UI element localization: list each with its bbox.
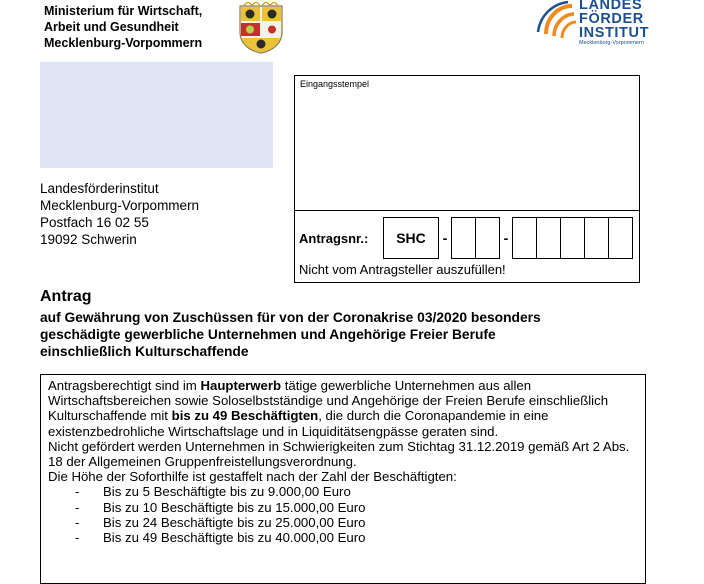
- exclusion-paragraph: Nicht gefördert werden Unternehmen in Schwierigkeiten zum Stichtag 31.12.2019 gemäß Art 2 Abs. 18 der Allgemeinen Gruppenfreistellungsverordnung.: [48, 438, 630, 470]
- application-number-digit[interactable]: [560, 217, 585, 259]
- stamp-divider: [295, 210, 639, 211]
- lfi-logo-icon: [532, 0, 578, 50]
- lfi-logo-subtitle: Mecklenburg-Vorpommern: [579, 40, 644, 46]
- list-item: - Bis zu 24 Beschäftigte bis zu 25.000,00 Euro: [48, 515, 645, 530]
- lfi-logo-text: [579, 0, 649, 40]
- address-line-4: 19092 Schwerin: [40, 232, 137, 247]
- application-number-dash: [438, 217, 452, 259]
- lfi-logo-line-3: INSTITUT: [579, 25, 650, 41]
- ministry-line-3: Mecklenburg-Vorpommern: [44, 36, 203, 50]
- eligibility-text: Antragsberechtigt sind im: [48, 378, 201, 393]
- application-number-field: [383, 217, 633, 259]
- funding-intro: Die Höhe der Soforthilfe ist gestaffelt nach der Zahl der Beschäftigten:: [48, 469, 457, 485]
- lfi-logo-line-1: LANDES: [579, 0, 643, 13]
- application-number-digit[interactable]: [475, 217, 500, 259]
- eligibility-info-box: [40, 374, 646, 584]
- application-number-digit[interactable]: [451, 217, 476, 259]
- ministry-name: [44, 3, 202, 51]
- document-title: Antrag: [40, 288, 92, 305]
- list-item: - Bis zu 10 Beschäftigte bis zu 15.000,00 Euro: [48, 500, 645, 515]
- ministry-line-2: Arbeit und Gesundheit: [44, 20, 179, 34]
- subtitle-line-2: geschädigte gewerbliche Unternehmen und Angehörige Freier Berufe: [40, 327, 496, 342]
- dash-glyph: -: [503, 230, 509, 246]
- coat-of-arms-icon: [236, 2, 286, 54]
- list-item: - Bis zu 49 Beschäftigte bis zu 40.000,00 Euro: [48, 530, 645, 545]
- application-number-label: Antragsnr.:: [299, 231, 369, 246]
- funding-tier-list: [48, 484, 645, 545]
- document-subtitle: [40, 309, 640, 360]
- application-number-dash: [499, 217, 513, 259]
- eligibility-highlight: bis zu 49 Beschäftigten: [171, 408, 319, 424]
- list-item: - Bis zu 5 Beschäftigte bis zu 9.000,00 Euro: [48, 484, 645, 499]
- address-window: [40, 62, 273, 168]
- eligibility-highlight: Haupterwerb: [200, 378, 282, 393]
- subtitle-line-1: auf Gewährung von Zuschüssen für von der Coronakrise 03/2020 besonders: [40, 310, 541, 325]
- eligibility-text: tätige gewerbliche Unternehmen aus allen Wirtschaftsbereichen sowie Soloselbstständige und Angehörige der Freien Berufe einschließlich Kulturschaffende mit: [48, 378, 609, 424]
- receipt-stamp-box: [294, 75, 640, 283]
- eligibility-text: , die durch die Coronapandemie in eine existenzbedrohliche Wirtschaftslage und in Liquiditätsengpässe geraten sind.: [48, 408, 549, 439]
- application-number-digit[interactable]: [584, 217, 609, 259]
- application-number-digit[interactable]: [512, 217, 537, 259]
- lfi-logo: [532, 0, 704, 52]
- application-number-prefix: SHC: [383, 217, 439, 259]
- ministry-line-1: Ministerium für Wirtschaft,: [44, 4, 203, 18]
- address-line-2: Mecklenburg-Vorpommern: [40, 198, 200, 213]
- office-use-note: Nicht vom Antragsteller auszufüllen!: [299, 262, 506, 277]
- lfi-logo-line-2: FÖRDER: [579, 11, 644, 27]
- subtitle-line-3: einschließlich Kulturschaffende: [40, 344, 249, 359]
- address-line-3: Postfach 16 02 55: [40, 215, 149, 230]
- stamp-label: Eingangsstempel: [300, 79, 370, 89]
- application-number-digit[interactable]: [608, 217, 633, 259]
- application-number-digit[interactable]: [536, 217, 561, 259]
- address-line-1: Landesförderinstitut: [40, 181, 159, 196]
- dash-glyph: -: [442, 230, 448, 246]
- recipient-address: [40, 180, 199, 248]
- eligibility-paragraph: [48, 378, 645, 439]
